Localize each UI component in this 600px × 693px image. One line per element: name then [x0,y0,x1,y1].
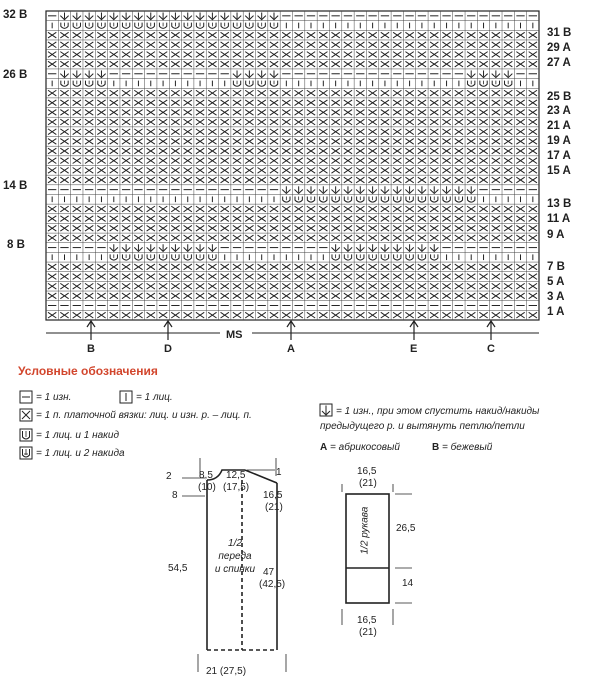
row-label-26b: 26 B [3,69,28,81]
legend-knit: = 1 лиц. [136,392,173,403]
body-label-1: 1/2 [228,538,242,549]
legend-drop-2: предыдущего р. и вытянуть петлю/петли [320,421,525,432]
dim-right-1: 1 [276,467,282,478]
legend-title: Условные обозначения [18,364,158,378]
legend-color-b-text: = бежевый [442,442,493,453]
row-label-27a: 27 A [547,57,571,69]
row-label-3a: 3 A [547,291,565,303]
mark-e: E [410,343,418,355]
dim-sleeve-right-lower: 14 [402,578,414,589]
row-label-5a: 5 A [547,276,565,288]
dim-right-47: 47 [263,567,275,578]
dim-top-right: 12,5 [226,470,246,481]
legend-yo1: = 1 лиц. и 1 накид [36,430,119,441]
legend-color-a-text: = абрикосовый [330,442,400,453]
dim-left-2: 2 [166,471,172,482]
row-label-21a: 21 A [547,120,571,132]
row-label-15a: 15 A [547,165,571,177]
body-label-3: и спинки [214,564,256,575]
dim-bottom-body: 21 (27,5) [206,666,247,677]
row-label-23a: 23 A [547,105,571,117]
row-label-17a: 17 A [547,150,571,162]
mark-c: C [487,343,495,355]
mark-b: B [87,343,95,355]
dim-sleeve-bottom: 16,5 [357,615,377,626]
legend-garter: = 1 п. платочной вязки: лиц. и изн. р. – лиц. п. [36,410,252,421]
dim-sleeve-bottom-alt: (21) [359,627,377,638]
legend-color-b [432,442,492,453]
dim-right-165: 16,5 [263,490,283,501]
dim-right-165-alt: (21) [265,502,283,513]
dim-sleeve-right-upper: 26,5 [396,523,416,534]
row-label-25b: 25 B [547,91,572,103]
legend-purl: = 1 изн. [36,392,72,403]
dim-left-8: 8 [172,490,178,501]
dim-right-47-alt: (42,5) [259,579,286,590]
legend-drop-1: = 1 изн., при этом спустить накид/накиды [336,406,540,417]
legend-color-a-key: A [320,442,328,453]
row-label-14b: 14 B [3,180,28,192]
row-label-8b: 8 B [7,239,25,251]
row-label-19a: 19 A [547,135,571,147]
dim-sleeve-top-alt: (21) [359,478,377,489]
body-label-2: переда [218,551,252,562]
legend-yo2: = 1 лиц. и 2 накида [36,448,125,459]
sleeve-label: 1/2 рукава [359,506,371,555]
row-label-9a: 9 A [547,229,565,241]
row-label-1a: 1 A [547,306,565,318]
dim-sleeve-top: 16,5 [357,466,377,477]
mark-d: D [164,343,172,355]
dim-top-right-alt: (17,5) [223,482,250,493]
mark-a: A [287,343,295,355]
dim-top-left-alt: (10) [198,482,216,493]
dim-left-545: 54,5 [168,563,188,574]
row-label-31b: 31 B [547,27,572,39]
row-label-32b: 32 B [3,9,28,21]
row-label-13b: 13 B [547,198,572,210]
row-label-29a: 29 A [547,42,571,54]
row-label-11a: 11 A [547,213,571,225]
legend-color-b-key: B [432,442,440,453]
legend-color-a [320,442,400,453]
row-label-7b: 7 B [547,261,565,273]
mark-ms: MS [226,329,243,341]
body-shoulder [245,470,277,483]
dim-top-left: 8,5 [199,470,213,481]
